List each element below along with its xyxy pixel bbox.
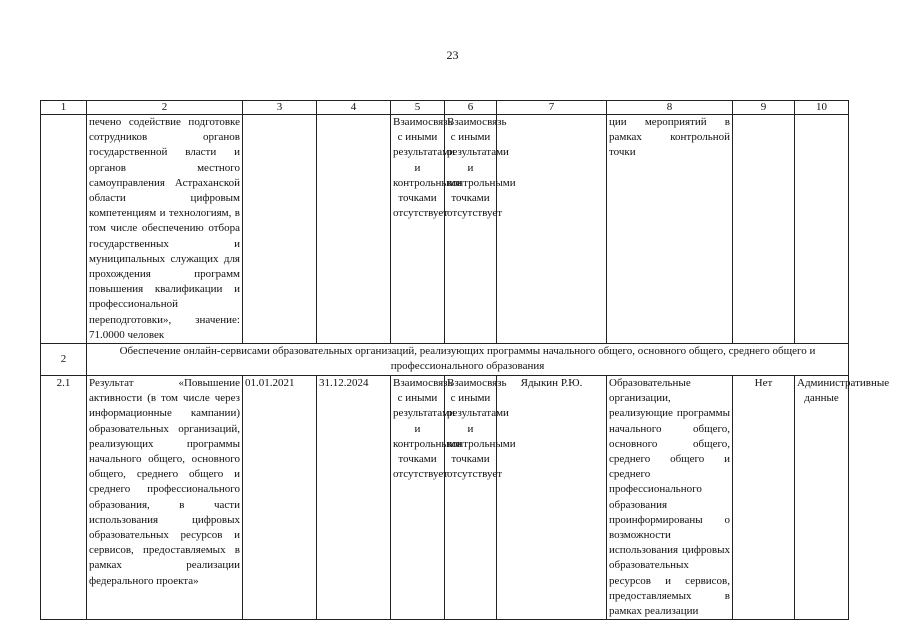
page-number: 23: [446, 48, 459, 62]
table-row-continuation: [41, 115, 849, 344]
cell-end-date: 31.12.2024: [317, 376, 391, 620]
section-number: 2: [41, 344, 87, 376]
plan-table: [40, 100, 890, 620]
section-title: Обеспечение онлайн-сервисами образовательных организаций, реализующих программы начального общего, основного общего, среднего общего и профессионального образования: [87, 344, 849, 376]
header-cell: 4: [317, 101, 391, 115]
cell-relation-1: Взаимосвязь с иными результатами и контрольными точками отсутствует: [391, 115, 445, 344]
header-cell: 2: [87, 101, 243, 115]
cell-col9: [733, 115, 795, 344]
header-cell: 1: [41, 101, 87, 115]
cell-num: 2.1: [41, 376, 87, 620]
cell-num: [41, 115, 87, 344]
header-cell: 10: [795, 101, 849, 115]
cell-end-date: [317, 115, 391, 344]
header-cell: 9: [733, 101, 795, 115]
header-row: [41, 101, 849, 115]
cell-responsible: [497, 115, 607, 344]
cell-col10: [795, 115, 849, 344]
cell-relation-1: Взаимосвязь с иными результатами и контрольными точками отсутствует: [391, 376, 445, 620]
cell-description: Результат «Повышение активности (в том числе через информационные кампании) образовательных организаций, реализующих программы начального общего, основного общего, среднего общего и среднего профессионального образования, в части использования цифровых образовательных ресурсов и сервисов, предоставляемых в рамках реализации федерального проекта»: [87, 376, 243, 620]
header-cell: 5: [391, 101, 445, 115]
table-row-2-1: [41, 376, 849, 620]
cell-col10: Административные данные: [795, 376, 849, 620]
header-cell: 8: [607, 101, 733, 115]
cell-col9: Нет: [733, 376, 795, 620]
cell-start-date: [243, 115, 317, 344]
header-cell: 6: [445, 101, 497, 115]
header-cell: 7: [497, 101, 607, 115]
cell-start-date: 01.01.2021: [243, 376, 317, 620]
section-row: [41, 344, 849, 376]
cell-description: печено содействие подготовке сотрудников органов государственной власти и органов местного самоуправления Астраханской области цифровым компетенциям и технологиям, в том числе обеспечению отбора государственных и муниципальных служащих для прохождения программ повышения квалификации и профессиональной переподготовки», значение: 71.0000 человек: [87, 115, 243, 344]
cell-responsible: Ядыкин Р.Ю.: [497, 376, 607, 620]
cell-result-description: ции мероприятий в рамках контрольной точки: [607, 115, 733, 344]
cell-relation-2: Взаимосвязь с иными результатами и контрольными точками отсутствует: [445, 115, 497, 344]
cell-relation-2: Взаимосвязь с иными результатами и контрольными точками отсутствует: [445, 376, 497, 620]
header-cell: 3: [243, 101, 317, 115]
cell-result-description: Образовательные организации, реализующие программы начального общего, основного общего, среднего общего и среднего профессионального образования проинформированы о возможности использования цифровых образовательных ресурсов и сервисов, предоставляемых в рамках реализации: [607, 376, 733, 620]
